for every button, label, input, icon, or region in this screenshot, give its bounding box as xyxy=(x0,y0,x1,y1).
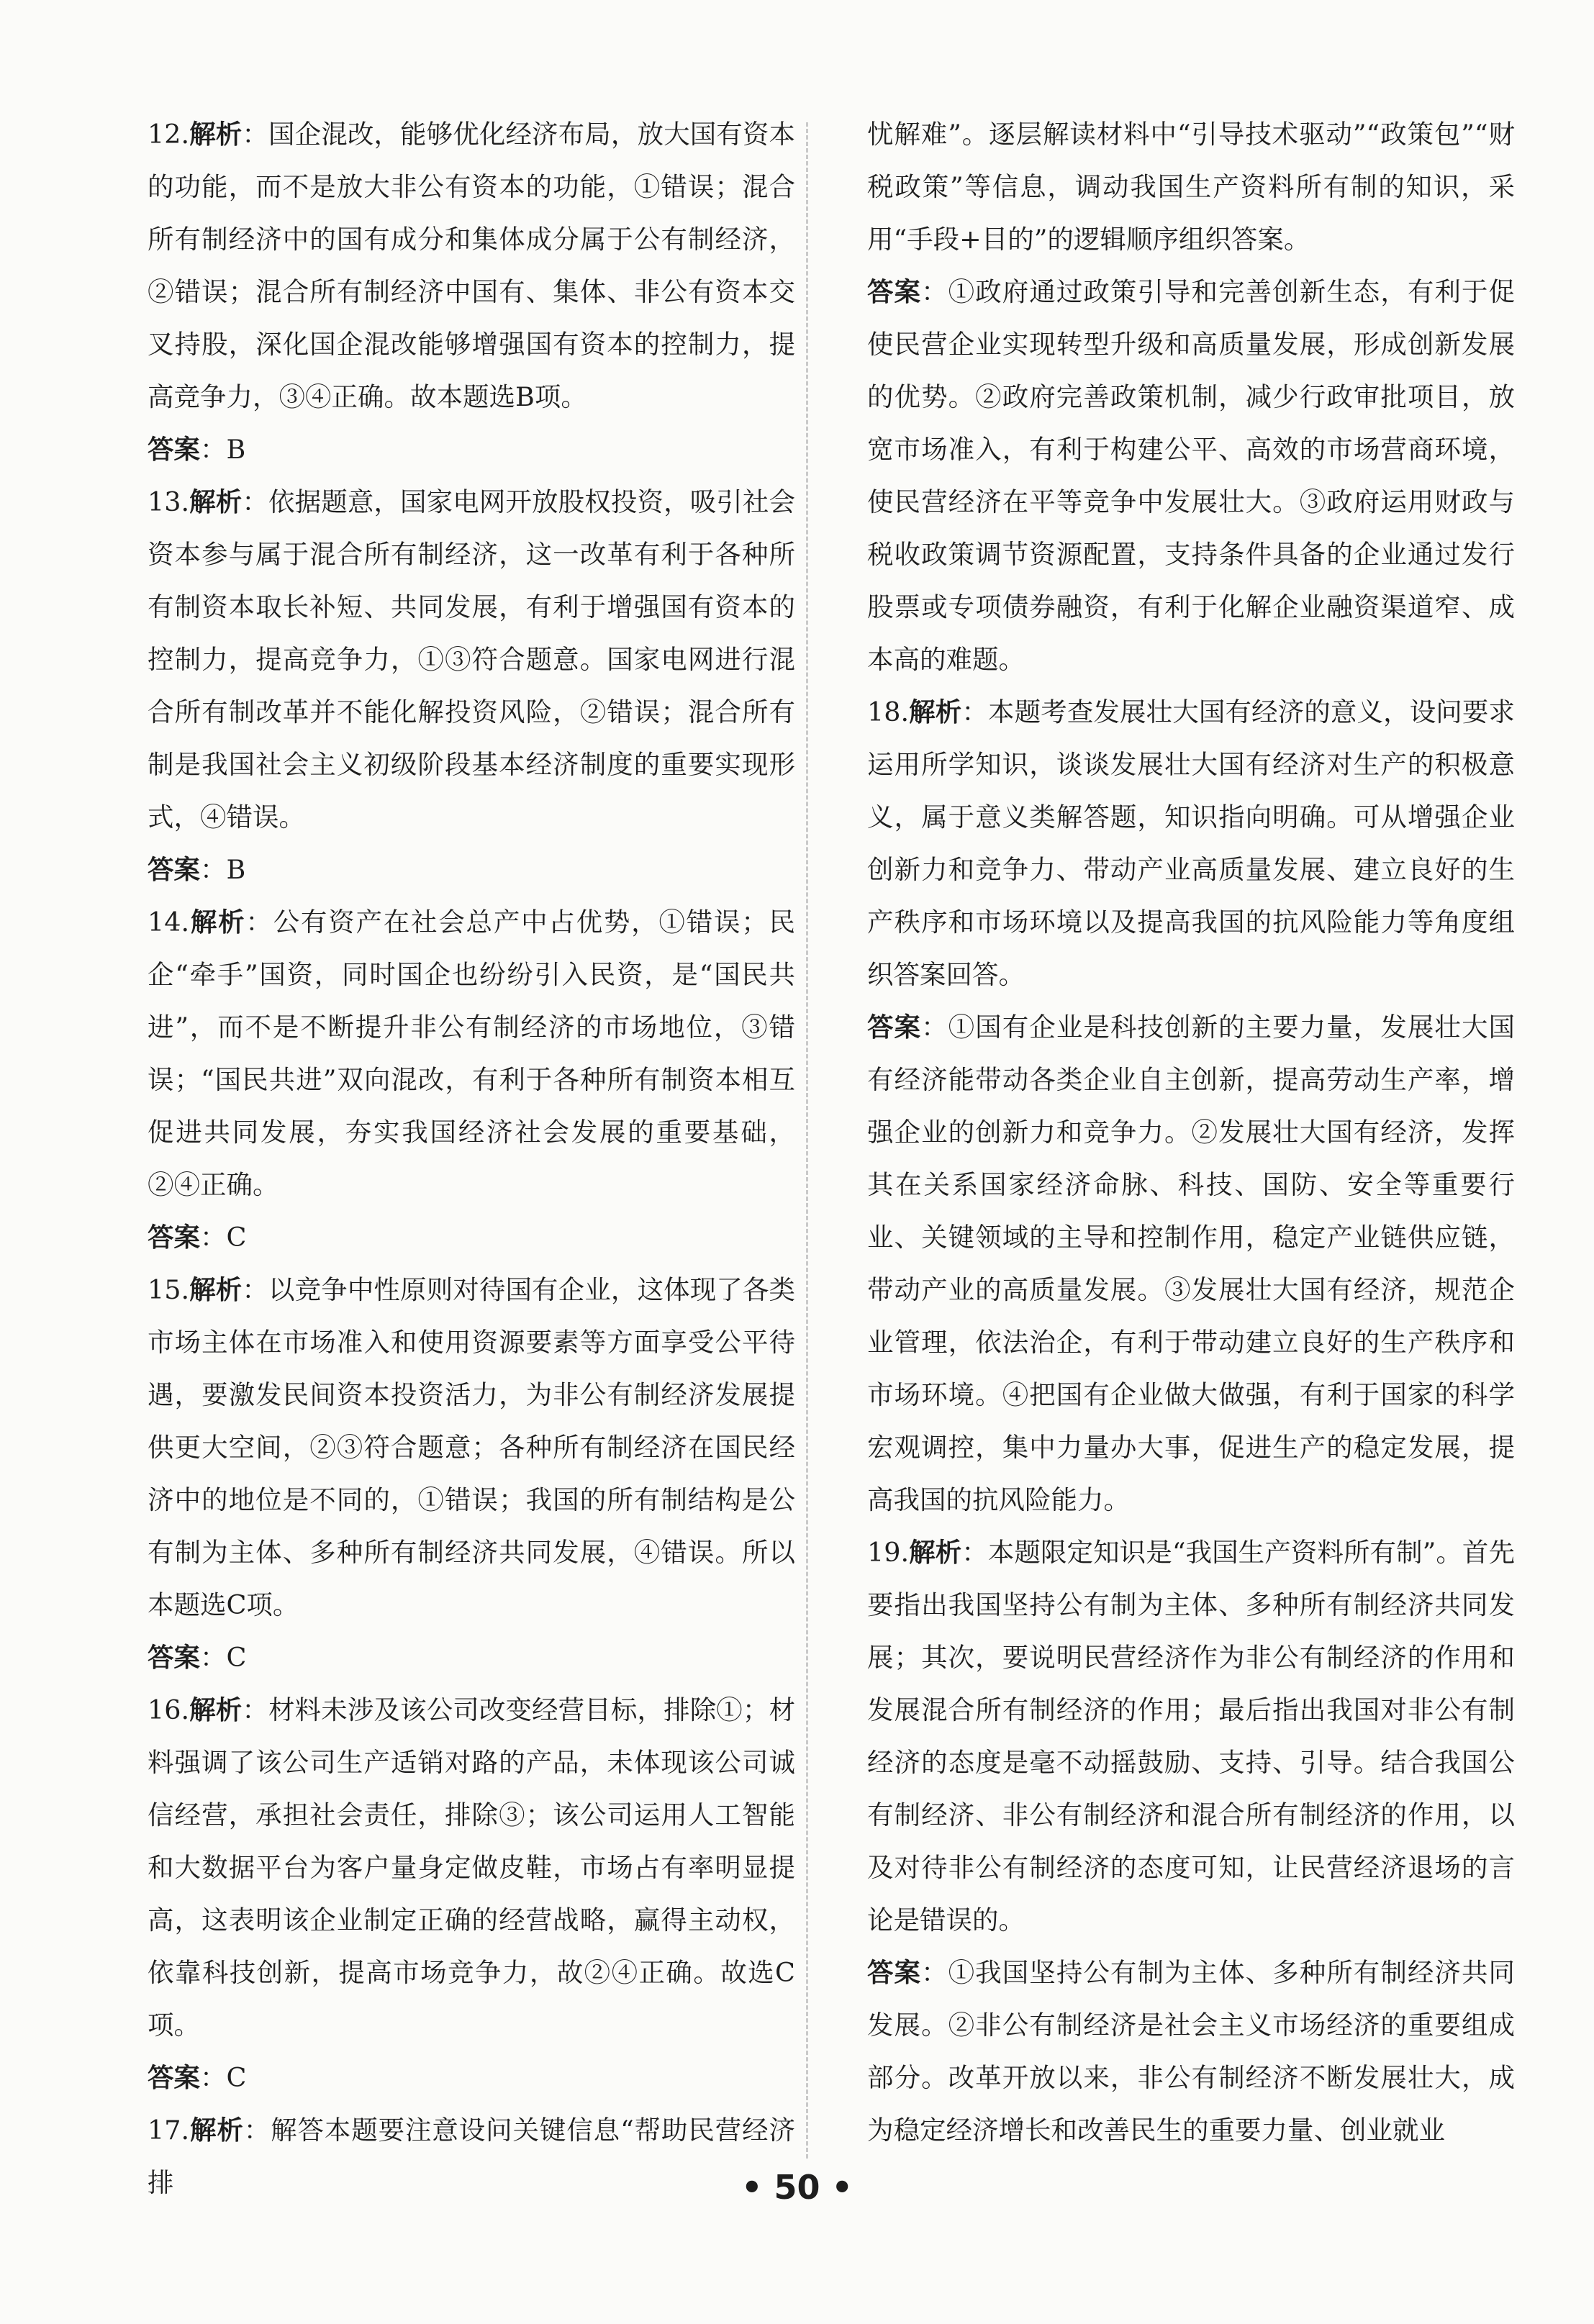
label-colon: ： xyxy=(961,1537,988,1568)
label-colon: ： xyxy=(921,1957,948,1988)
page-number-dot-left: • xyxy=(741,2168,763,2207)
question-number: 14. xyxy=(148,907,190,938)
question-number: 17. xyxy=(148,2115,190,2146)
column-divider xyxy=(806,122,808,2159)
explanation-text: 本题限定知识是“我国生产资料所有制”。首先要指出我国坚持公有制为主体、多种所有制经济共同发展；其次，要说明民营经济作为非公有制经济的作用和发展混合所有制经济的作用；最后指出我国对非公有制经济的态度是毫不动摇鼓励、支持、引导。结合我国公有制经济、非公有制经济和混合所有制经济的作用，以及对待非公有制经济的态度可知，让民营经济退场的言论是错误的。 xyxy=(867,1537,1516,1935)
explanation-label: 解析 xyxy=(189,2115,244,2146)
answer-text: ①我国坚持公有制为主体、多种所有制经济共同发展。②非公有制经济是社会主义市场经济的重要组成部分。改革开放以来，非公有制经济不断发展壮大，成为稳定经济增长和改善民生的重要力量、创业就业 xyxy=(867,1957,1516,2146)
explanation-label: 解析 xyxy=(909,1537,962,1568)
answer-label: 答案 xyxy=(867,1012,922,1043)
answer-text: B xyxy=(226,854,246,885)
question-number: 16. xyxy=(148,1694,190,1725)
question-explanation xyxy=(148,896,795,1211)
label-colon: ： xyxy=(245,907,273,938)
explanation-text: 材料未涉及该公司改变经营目标，排除①；材料强调了该公司生产适销对路的产品，未体现该公司诚信经营，承担社会责任，排除③；该公司运用人工智能和大数据平台为客户量身定做皮鞋，市场占有率明显提高，这表明该企业制定正确的经营战略，赢得主动权，依靠科技创新，提高市场竞争力，故②④正确。故选C项。 xyxy=(148,1694,796,2041)
answer-line xyxy=(148,1631,795,1684)
answer-label: 答案 xyxy=(867,1957,922,1988)
explanation-label: 解析 xyxy=(189,907,246,938)
explanation-text: 国企混改，能够优化经济布局，放大国有资本的功能，而不是放大非公有资本的功能，①错误；混合所有制经济中的国有成分和集体成分属于公有制经济，②错误；混合所有制经济中国有、集体、非公有资本交叉持股，深化国企混改能够增强国有资本的控制力，提高竞争力，③④正确。故本题选B项。 xyxy=(148,119,796,412)
answer-line xyxy=(867,1001,1515,1526)
explanation-label: 解析 xyxy=(909,696,962,727)
label-colon: ： xyxy=(200,1642,227,1673)
label-colon: ： xyxy=(243,2115,271,2146)
question-number: 18. xyxy=(867,696,910,727)
explanation-label: 解析 xyxy=(189,1694,243,1725)
label-colon: ： xyxy=(200,2062,227,2093)
right-column xyxy=(867,108,1515,2156)
answer-line xyxy=(867,265,1515,686)
label-colon: ： xyxy=(200,854,227,885)
left-column xyxy=(148,108,795,2209)
answer-line xyxy=(148,1211,795,1263)
label-colon: ： xyxy=(961,696,988,727)
answer-line xyxy=(148,423,795,476)
question-explanation xyxy=(148,108,795,423)
answer-label: 答案 xyxy=(148,434,200,465)
question-number: 15. xyxy=(148,1274,190,1305)
answer-line xyxy=(867,1946,1515,2156)
answer-text: C xyxy=(226,1642,247,1673)
answer-label: 答案 xyxy=(867,276,922,307)
question-explanation xyxy=(148,1684,795,2051)
explanation-text: 本题考查发展壮大国有经济的意义，设问要求运用所学知识，谈谈发展壮大国有经济对生产的积极意义，属于意义类解答题，知识指向明确。可从增强企业创新力和竞争力、带动产业高质量发展、建立良好的生产秩序和市场环境以及提高我国的抗风险能力等角度组织答案回答。 xyxy=(867,696,1516,990)
explanation-label: 解析 xyxy=(189,119,243,150)
continued-text: 忧解难”。逐层解读材料中“引导技术驱动”“政策包”“财税政策”等信息，调动我国生产资料所有制的知识，采用“手段+目的”的逻辑顺序组织答案。 xyxy=(867,119,1515,255)
answer-text: ①政府通过政策引导和完善创新生态，有利于促使民营企业实现转型升级和高质量发展，形成创新发展的优势。②政府完善政策机制，减少行政审批项目，放宽市场准入，有利于构建公平、高效的市场营商环境，使民营经济在平等竞争中发展壮大。③政府运用财政与税收政策调节资源配置，支持条件具备的企业通过发行股票或专项债券融资，有利于化解企业融资渠道窄、成本高的难题。 xyxy=(867,276,1516,675)
answer-label: 答案 xyxy=(148,1642,200,1673)
answer-text: C xyxy=(226,1222,247,1253)
label-colon: ： xyxy=(242,486,268,517)
question-number: 12. xyxy=(148,119,190,150)
answer-text: ①国有企业是科技创新的主要力量，发展壮大国有经济能带动各类企业自主创新，提高劳动生产率，增强企业的创新力和竞争力。②发展壮大国有经济，发挥其在关系国家经济命脉、科技、国防、安全等重要行业、关键领域的主导和控制作用，稳定产业链供应链，带动产业的高质量发展。③发展壮大国有经济，规范企业管理，依法治企，有利于带动建立良好的生产秩序和市场环境。④把国有企业做大做强，有利于国家的科学宏观调控，集中力量办大事，促进生产的稳定发展，提高我国的抗风险能力。 xyxy=(867,1012,1516,1515)
label-colon: ： xyxy=(200,434,227,465)
explanation-text: 公有资产在社会总产中占优势，①错误；民企“牵手”国资，同时国企也纷纷引入民资，是“国民共进”，而不是不断提升非公有制经济的市场地位，③错误；“国民共进”双向混改，有利于各种所有制资本相互促进共同发展，夯实我国经济社会发展的重要基础，②④正确。 xyxy=(148,907,796,1200)
question-number: 19. xyxy=(867,1537,910,1568)
page-number xyxy=(0,2166,1594,2209)
answer-label: 答案 xyxy=(148,2062,200,2093)
label-colon: ： xyxy=(921,276,948,307)
explanation-text: 以竞争中性原则对待国有企业，这体现了各类市场主体在市场准入和使用资源要素等方面享受公平待遇，要激发民间资本投资活力，为非公有制经济发展提供更大空间，②③符合题意；各种所有制经济在国民经济中的地位是不同的，①错误；我国的所有制结构是公有制为主体、多种所有制经济共同发展，④错误。所以本题选C项。 xyxy=(148,1274,796,1620)
label-colon: ： xyxy=(242,1694,268,1725)
explanation-text: 依据题意，国家电网开放股权投资，吸引社会资本参与属于混合所有制经济，这一改革有利于各种所有制资本取长补短、共同发展，有利于增强国有资本的控制力，提高竞争力，①③符合题意。国家电网进行混合所有制改革并不能化解投资风险，②错误；混合所有制是我国社会主义初级阶段基本经济制度的重要实现形式，④错误。 xyxy=(148,486,796,832)
question-explanation xyxy=(867,686,1515,1001)
answer-line xyxy=(148,843,795,896)
answer-label: 答案 xyxy=(148,1222,200,1253)
answer-text: C xyxy=(226,2062,247,2093)
question-explanation xyxy=(148,1263,795,1631)
explanation-label: 解析 xyxy=(189,1274,243,1305)
label-colon: ： xyxy=(200,1222,227,1253)
question-number: 13. xyxy=(148,486,190,517)
answer-label: 答案 xyxy=(148,854,200,885)
label-colon: ： xyxy=(242,119,268,150)
question-explanation xyxy=(867,1526,1515,1946)
explanation-label: 解析 xyxy=(189,486,243,517)
page-number-dot-right: • xyxy=(831,2168,853,2207)
label-colon: ： xyxy=(921,1012,948,1043)
page-number-value: 50 xyxy=(774,2168,820,2207)
answer-text: B xyxy=(226,434,246,465)
answer-line xyxy=(148,2051,795,2104)
question-explanation xyxy=(148,476,795,843)
explanation-text: 解答本题要注意设问关键信息“帮助民营经济排 xyxy=(148,2115,796,2198)
label-colon: ： xyxy=(242,1274,268,1305)
